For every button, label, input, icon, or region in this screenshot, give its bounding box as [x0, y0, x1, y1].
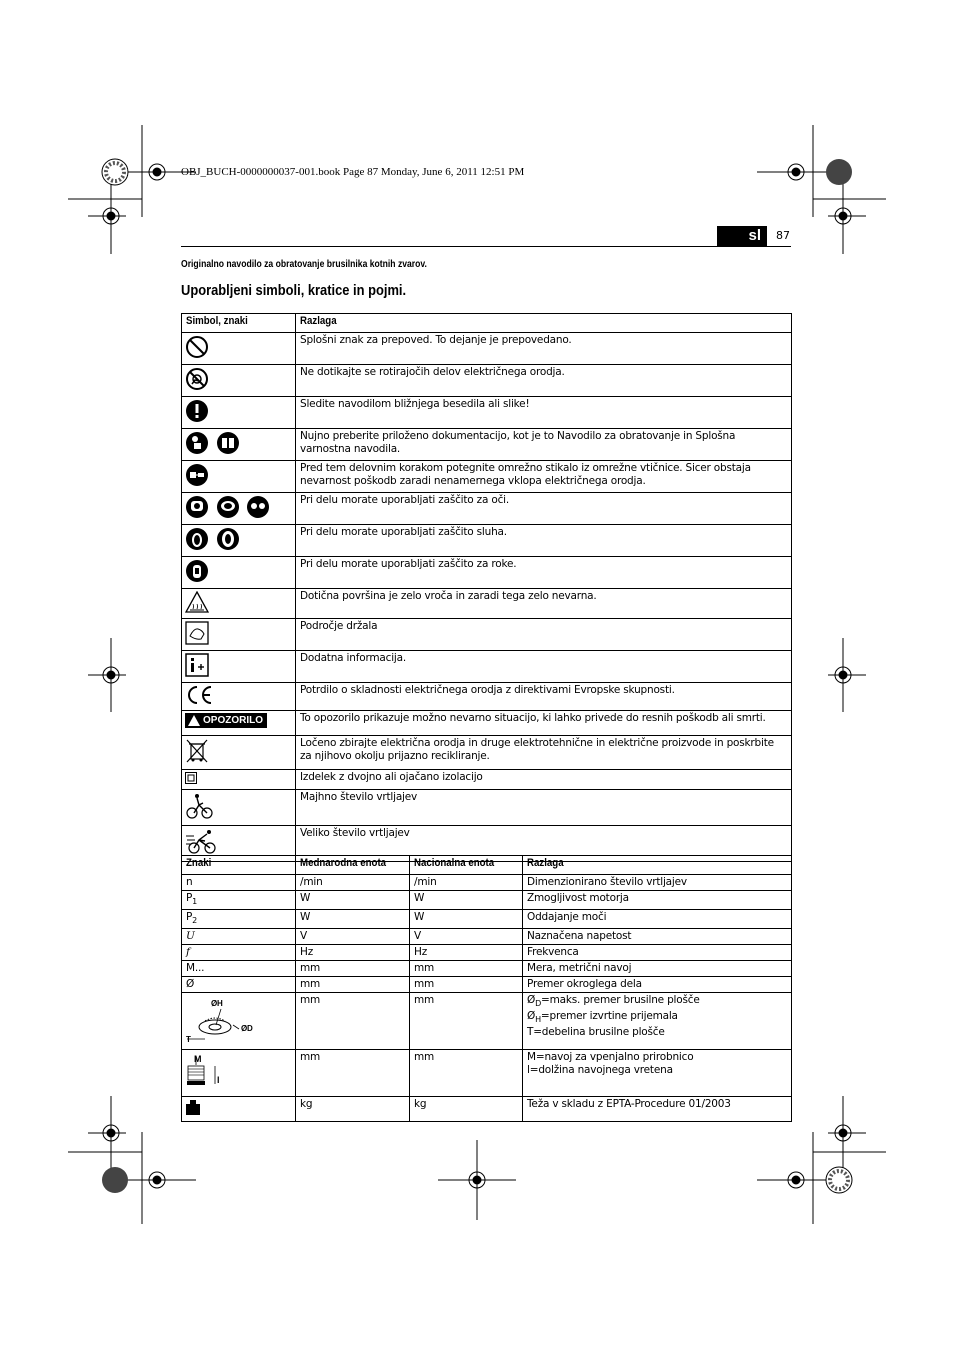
- table-row: [182, 557, 792, 589]
- description-cell: Ločeno zbirajte električna orodja in druge elektrotehnične in električne proizvode in poskrbite za njihovo okolju prijazno recikliranje.: [296, 736, 792, 770]
- description-cell: [523, 1050, 792, 1097]
- face-shield-icon: [185, 495, 209, 522]
- desc-line: T=debelina brusilne plošče: [527, 1026, 665, 1039]
- symbol-cell: [182, 651, 296, 683]
- table-row: [182, 1097, 792, 1122]
- natl-unit-cell: mm: [410, 1050, 523, 1097]
- description-cell: Pri delu morate uporabljati zaščito za roke.: [296, 557, 792, 589]
- table-row: [182, 961, 792, 977]
- table-row: [182, 651, 792, 683]
- symbol-cell: [182, 333, 296, 365]
- hand-protection-icon: [185, 559, 209, 586]
- intl-unit-cell: kg: [296, 1097, 410, 1122]
- sign-cell: U: [182, 929, 296, 945]
- table-header-row: [182, 314, 792, 333]
- table-row: [182, 365, 792, 397]
- symbols-table: [181, 313, 792, 862]
- hot-surface-icon: [185, 591, 209, 616]
- table-row: [182, 333, 792, 365]
- description-cell: Področje držala: [296, 619, 792, 651]
- description-cell: Nujno preberite priloženo dokumentacijo, kot je to Navodilo za obratovanje in Splošna varnostna navodila.: [296, 429, 792, 461]
- warning-label-icon: [185, 713, 267, 728]
- natl-unit-cell: kg: [410, 1097, 523, 1122]
- exclamation-icon: [185, 399, 209, 426]
- column-header: Mednarodna enota: [296, 856, 410, 875]
- description-cell: Oddajanje moči: [523, 910, 792, 929]
- safety-goggles-icon: [216, 495, 240, 522]
- natl-unit-cell: mm: [410, 961, 523, 977]
- description-cell: Mera, metrični navoj: [523, 961, 792, 977]
- description-cell: Splošni znak za prepoved. To dejanje je prepovedano.: [296, 333, 792, 365]
- hearing-protection-icon: [216, 527, 240, 554]
- column-header: Simbol, znaki: [182, 314, 296, 333]
- units-table: [181, 855, 792, 1122]
- sign-cell: [182, 993, 296, 1050]
- document-subtitle: Originalno navodilo za obratovanje brusilnika kotnih zvarov.: [181, 259, 427, 270]
- desc-line: $Ø_H=premer$ izvrtine prijemala: [527, 1010, 678, 1025]
- no-touch-rotating-icon: [185, 367, 209, 394]
- sign-cell: [182, 1050, 296, 1097]
- table-row: [182, 683, 792, 711]
- sign-cell: M...: [182, 961, 296, 977]
- slow-cyclist-icon: [185, 792, 215, 823]
- table-row: [182, 736, 792, 770]
- table-row: [182, 397, 792, 429]
- intl-unit-cell: mm: [296, 977, 410, 993]
- eye-protection-icon: [246, 495, 270, 522]
- symbol-cell: [182, 461, 296, 493]
- column-header: Razlaga: [296, 314, 792, 333]
- diagram-label-oh: ØH: [211, 999, 223, 1009]
- table-row: [182, 1050, 792, 1097]
- print-metadata: OBJ_BUCH-0000000037-001.book Page 87 Monday, June 6, 2011 12:51 PM: [181, 166, 525, 178]
- intl-unit-cell: Hz: [296, 945, 410, 961]
- diagram-label-l: l: [217, 1075, 220, 1086]
- info-icon: [185, 653, 209, 680]
- description-cell: Dotična površina je zelo vroča in zaradi tega zelo nevarna.: [296, 589, 792, 619]
- read-manual-icon: [216, 431, 240, 458]
- description-cell: Naznačena napetost: [523, 929, 792, 945]
- symbol-cell: [182, 770, 296, 790]
- desc-line: l=dolžina navojnega vretena: [527, 1064, 673, 1077]
- intl-unit-cell: W: [296, 910, 410, 929]
- table-row: [182, 619, 792, 651]
- table-row: [182, 891, 792, 910]
- intl-unit-cell: mm: [296, 993, 410, 1050]
- symbol-cell: [182, 619, 296, 651]
- symbol-cell: [182, 790, 296, 826]
- description-cell: Dimenzionirano število vrtljajev: [523, 875, 792, 891]
- read-manual-person-icon: [185, 431, 209, 458]
- table-row: [182, 589, 792, 619]
- table-row: [182, 429, 792, 461]
- table-header-row: [182, 856, 792, 875]
- desc-line: M=navoj za vpenjalno prirobnico: [527, 1051, 694, 1064]
- natl-unit-cell: mm: [410, 993, 523, 1050]
- table-row: [182, 945, 792, 961]
- weee-bin-icon: [185, 738, 209, 767]
- intl-unit-cell: /min: [296, 875, 410, 891]
- table-row: [182, 493, 792, 525]
- description-cell: Pri delu morate uporabljati zaščito sluha.: [296, 525, 792, 557]
- table-row: [182, 461, 792, 493]
- ear-muffs-icon: [185, 527, 209, 554]
- intl-unit-cell: V: [296, 929, 410, 945]
- intl-unit-cell: mm: [296, 961, 410, 977]
- description-cell: Teža v skladu z EPTA-Procedure 01/2003: [523, 1097, 792, 1122]
- symbol-cell: [182, 525, 296, 557]
- warning-triangle-icon: [188, 715, 200, 726]
- sign-cell: f: [182, 945, 296, 961]
- symbol-cell: [182, 429, 296, 461]
- description-cell: Pri delu morate uporabljati zaščito za oči.: [296, 493, 792, 525]
- natl-unit-cell: W: [410, 891, 523, 910]
- page-number: 87: [776, 229, 790, 242]
- description-cell: [523, 993, 792, 1050]
- description-cell: Frekvenca: [523, 945, 792, 961]
- diagram-label-od: ØD: [241, 1024, 253, 1034]
- table-row: [182, 977, 792, 993]
- double-insulation-icon: [185, 772, 197, 787]
- section-title: Uporabljeni simboli, kratice in pojmi.: [181, 282, 407, 299]
- description-cell: Premer okroglega dela: [523, 977, 792, 993]
- description-cell: Pred tem delovnim korakom potegnite omrežno stikalo iz omrežne vtičnice. Sicer obstaja nevarnost poškodb zaradi nenamernega vklopa električnega orodja.: [296, 461, 792, 493]
- intl-unit-cell: mm: [296, 1050, 410, 1097]
- prohibition-icon: [185, 335, 209, 362]
- description-cell: Izdelek z dvojno ali ojačano izolacijo: [296, 770, 792, 790]
- symbol-cell: [182, 557, 296, 589]
- ce-mark-icon: [185, 685, 213, 708]
- sign-cell: $P_2$: [182, 910, 296, 929]
- diagram-label-t: T: [186, 1035, 191, 1044]
- description-cell: Majhno število vrtljajev: [296, 790, 792, 826]
- table-row: [182, 993, 792, 1050]
- table-row: [182, 929, 792, 945]
- intl-unit-cell: W: [296, 891, 410, 910]
- language-badge: sl: [717, 226, 767, 246]
- symbol-cell: [182, 365, 296, 397]
- description-cell: Dodatna informacija.: [296, 651, 792, 683]
- description-cell: Veliko število vrtljajev: [296, 826, 792, 862]
- natl-unit-cell: /min: [410, 875, 523, 891]
- table-row: [182, 910, 792, 929]
- grip-area-icon: [185, 621, 209, 648]
- symbol-cell: [182, 397, 296, 429]
- description-cell: Potrdilo o skladnosti električnega orodja z direktivami Evropske skupnosti.: [296, 683, 792, 711]
- description-cell: Ne dotikajte se rotirajočih delov električnega orodja.: [296, 365, 792, 397]
- description-cell: Sledite navodilom bližnjega besedila ali slike!: [296, 397, 792, 429]
- weight-icon: [185, 1099, 201, 1119]
- column-header: Razlaga: [523, 856, 792, 875]
- symbol-cell: [182, 493, 296, 525]
- column-header: Znaki: [182, 856, 296, 875]
- column-header: Nacionalna enota: [410, 856, 523, 875]
- unplug-icon: [185, 463, 209, 490]
- sign-cell: Ø: [182, 977, 296, 993]
- desc-line: $Ø_D=maks$. premer brusilne plošče: [527, 994, 700, 1009]
- sign-cell: [182, 1097, 296, 1122]
- natl-unit-cell: V: [410, 929, 523, 945]
- table-row: [182, 711, 792, 736]
- natl-unit-cell: mm: [410, 977, 523, 993]
- table-row: [182, 790, 792, 826]
- table-row: [182, 770, 792, 790]
- symbol-cell: [182, 589, 296, 619]
- diagram-label-m: M: [194, 1054, 202, 1065]
- description-cell: Zmogljivost motorja: [523, 891, 792, 910]
- sign-cell: n: [182, 875, 296, 891]
- warning-label-text: OPOZORILO: [203, 715, 263, 726]
- symbol-cell: [182, 683, 296, 711]
- sign-cell: $P_1$: [182, 891, 296, 910]
- header-rule: [181, 246, 791, 247]
- spindle-thread-icon: [185, 1052, 225, 1094]
- table-row: [182, 525, 792, 557]
- symbol-cell: [182, 711, 296, 736]
- symbol-cell: [182, 736, 296, 770]
- natl-unit-cell: W: [410, 910, 523, 929]
- description-cell: To opozorilo prikazuje možno nevarno situacijo, ki lahko privede do resnih poškodb ali smrti.: [296, 711, 792, 736]
- grinding-disc-dimensions-icon: [185, 995, 261, 1047]
- table-row: [182, 875, 792, 891]
- natl-unit-cell: Hz: [410, 945, 523, 961]
